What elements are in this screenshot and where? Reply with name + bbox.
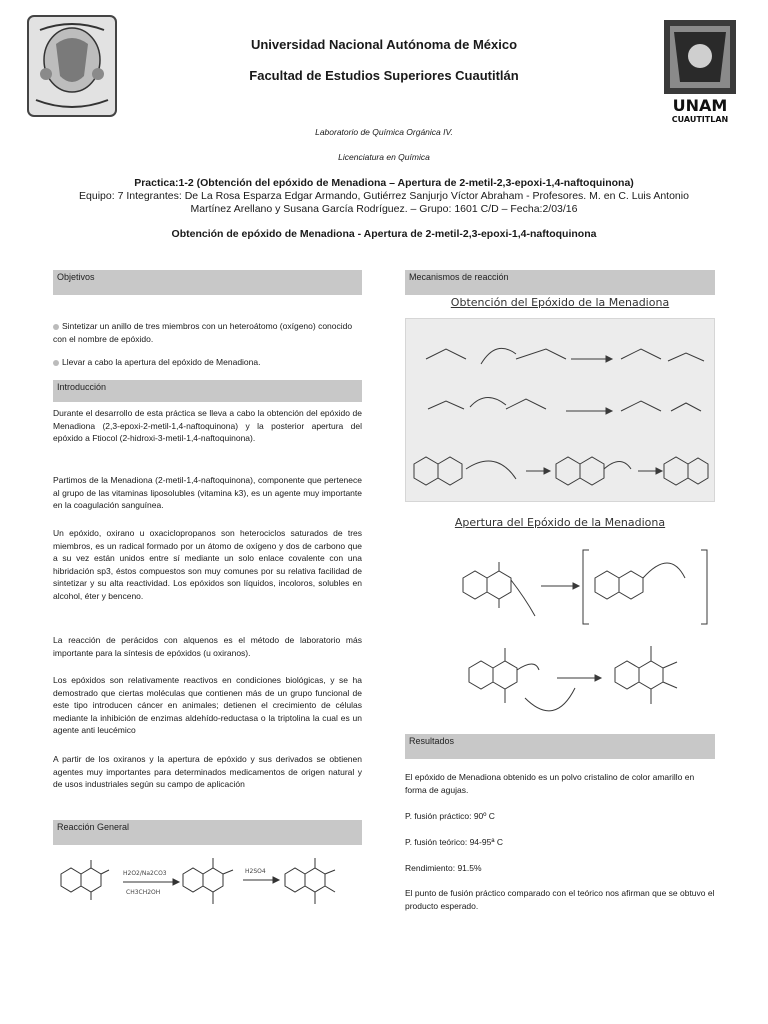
objetivo-item-2: Llevar a cabo la apertura del epóxido de Menadiona. bbox=[53, 356, 362, 369]
lab-name: Laboratorio de Química Orgánica IV. bbox=[315, 127, 453, 137]
degree-name: Licenciatura en Química bbox=[338, 152, 430, 162]
logo-text-cuautitlan: CUAUTITLAN bbox=[671, 115, 729, 124]
unam-shield-logo bbox=[26, 14, 118, 118]
introduccion-header: Introducción bbox=[53, 380, 362, 402]
reagent-label-1: H2O2/Na2CO3 bbox=[123, 870, 167, 877]
result-melting-theoretical: P. fusión teórico: 94-95ª C bbox=[405, 837, 503, 847]
intro-paragraph-6: A partir de los oxiranos y la apertura de epóxido y sus derivados se obtienen agentes muy importantes para determinados medicamentos de origen natural y de usos industriales según su campo de aplicación bbox=[53, 754, 362, 789]
result-description: El epóxido de Menadiona obtenido es un polvo cristalino de color amarillo en forma de agujas. bbox=[405, 772, 695, 795]
mech1-title: Obtención del Epóxido de la Menadiona bbox=[450, 296, 670, 309]
mech2-diagram bbox=[455, 538, 715, 728]
intro-paragraph-3: Un epóxido, oxirano u oxaciclopropanos son heterociclos saturados de tres miembros, es un radical formado por un átomo de oxígeno y dos de carbono que a su vez están unidos entre sí mediante un solo enlace covalente con una hibridación sp3, éstos compuestos son muy comunes por su relativa facilidad de sintetizar y su alta reactividad. Los epóxidos son líquidos, incoloros, solubles en alcohol, éter y benceno. bbox=[53, 528, 362, 601]
bullet-icon bbox=[53, 360, 59, 366]
reagent-label-3: H2SO4 bbox=[245, 868, 266, 875]
practice-title: Practica:1-2 (Obtención del epóxido de Menadiona – Apertura de 2-metil-2,3-epoxi-1,4-naftoquinona) bbox=[134, 177, 634, 189]
intro-paragraph-2: Partimos de la Menadiona (2-metil-1,4-naftoquinona), componente que pertenece al grupo de las vitaminas liposolubles (vitamina k3), es un agente muy importante en la coagulación sanguínea. bbox=[53, 475, 362, 510]
result-yield: Rendimiento: 91.5% bbox=[405, 863, 482, 873]
faculty-name: Facultad de Estudios Superiores Cuautitlán bbox=[249, 68, 519, 83]
team-info: Equipo: 7 Integrantes: De La Rosa Esparza Edgar Armando, Gutiérrez Sanjurjo Víctor Abraham - Profesores. M. en C. Luis Antonio Martínez Arellano y Susana García Rodríguez. – Grupo: 1601 C/D – Fecha:2/03/16 bbox=[79, 190, 689, 215]
resultados-header: Resultados bbox=[405, 734, 715, 759]
intro-paragraph-5: Los epóxidos son relativamente reactivos en condiciones biológicas, y se ha demostrado que ciertas moléculas que contienen más de un grupo funcional de este tipo introducen cáncer en animales; detienen el crecimiento de células mediante la inhibición de enzimas aldehído-reductasa o la triptolina la cual es un agente anti leucémico bbox=[53, 675, 362, 735]
objetivo-item-1: Sintetizar un anillo de tres miembros con un heteroátomo (oxígeno) conocido con el nombre de epóxido. bbox=[53, 321, 353, 344]
intro-paragraph-4: La reacción de perácidos con alquenos es el método de laboratorio más importante para la síntesis de epóxidos (u oxiranos). bbox=[53, 635, 362, 658]
reagent-label-2: CH3CH2OH bbox=[126, 889, 161, 896]
mecanismos-header: Mecanismos de reacción bbox=[405, 270, 715, 295]
reaccion-general-header: Reacción General bbox=[53, 820, 362, 845]
bullet-icon bbox=[53, 324, 59, 330]
general-reaction-diagram bbox=[53, 842, 373, 922]
intro-paragraph-1: Durante el desarrollo de esta práctica se lleva a cabo la obtención del epóxido de Menadiona (2,3-epoxi-2-metil-1,4-naftoquinona) y la posterior apertura del epóxido a Ftiocol (2-hidroxi-3-metil-1,4-naftoquinona). bbox=[53, 408, 362, 443]
result-conclusion: El punto de fusión práctico comparado con el teórico nos afirman que se obtuvo el producto esperado. bbox=[405, 888, 715, 911]
objetivos-header: Objetivos bbox=[53, 270, 362, 295]
logo-text-unam: UNAM bbox=[672, 96, 728, 115]
result-melting-practical: P. fusión práctico: 90º C bbox=[405, 811, 495, 821]
university-name: Universidad Nacional Autónoma de México bbox=[250, 37, 518, 52]
poster-subtitle: Obtención de epóxido de Menadiona - Apertura de 2-metil-2,3-epoxi-1,4-naftoquinona bbox=[171, 228, 597, 240]
mech2-title: Apertura del Epóxido de la Menadiona bbox=[454, 516, 666, 529]
mech1-diagram bbox=[405, 318, 715, 502]
